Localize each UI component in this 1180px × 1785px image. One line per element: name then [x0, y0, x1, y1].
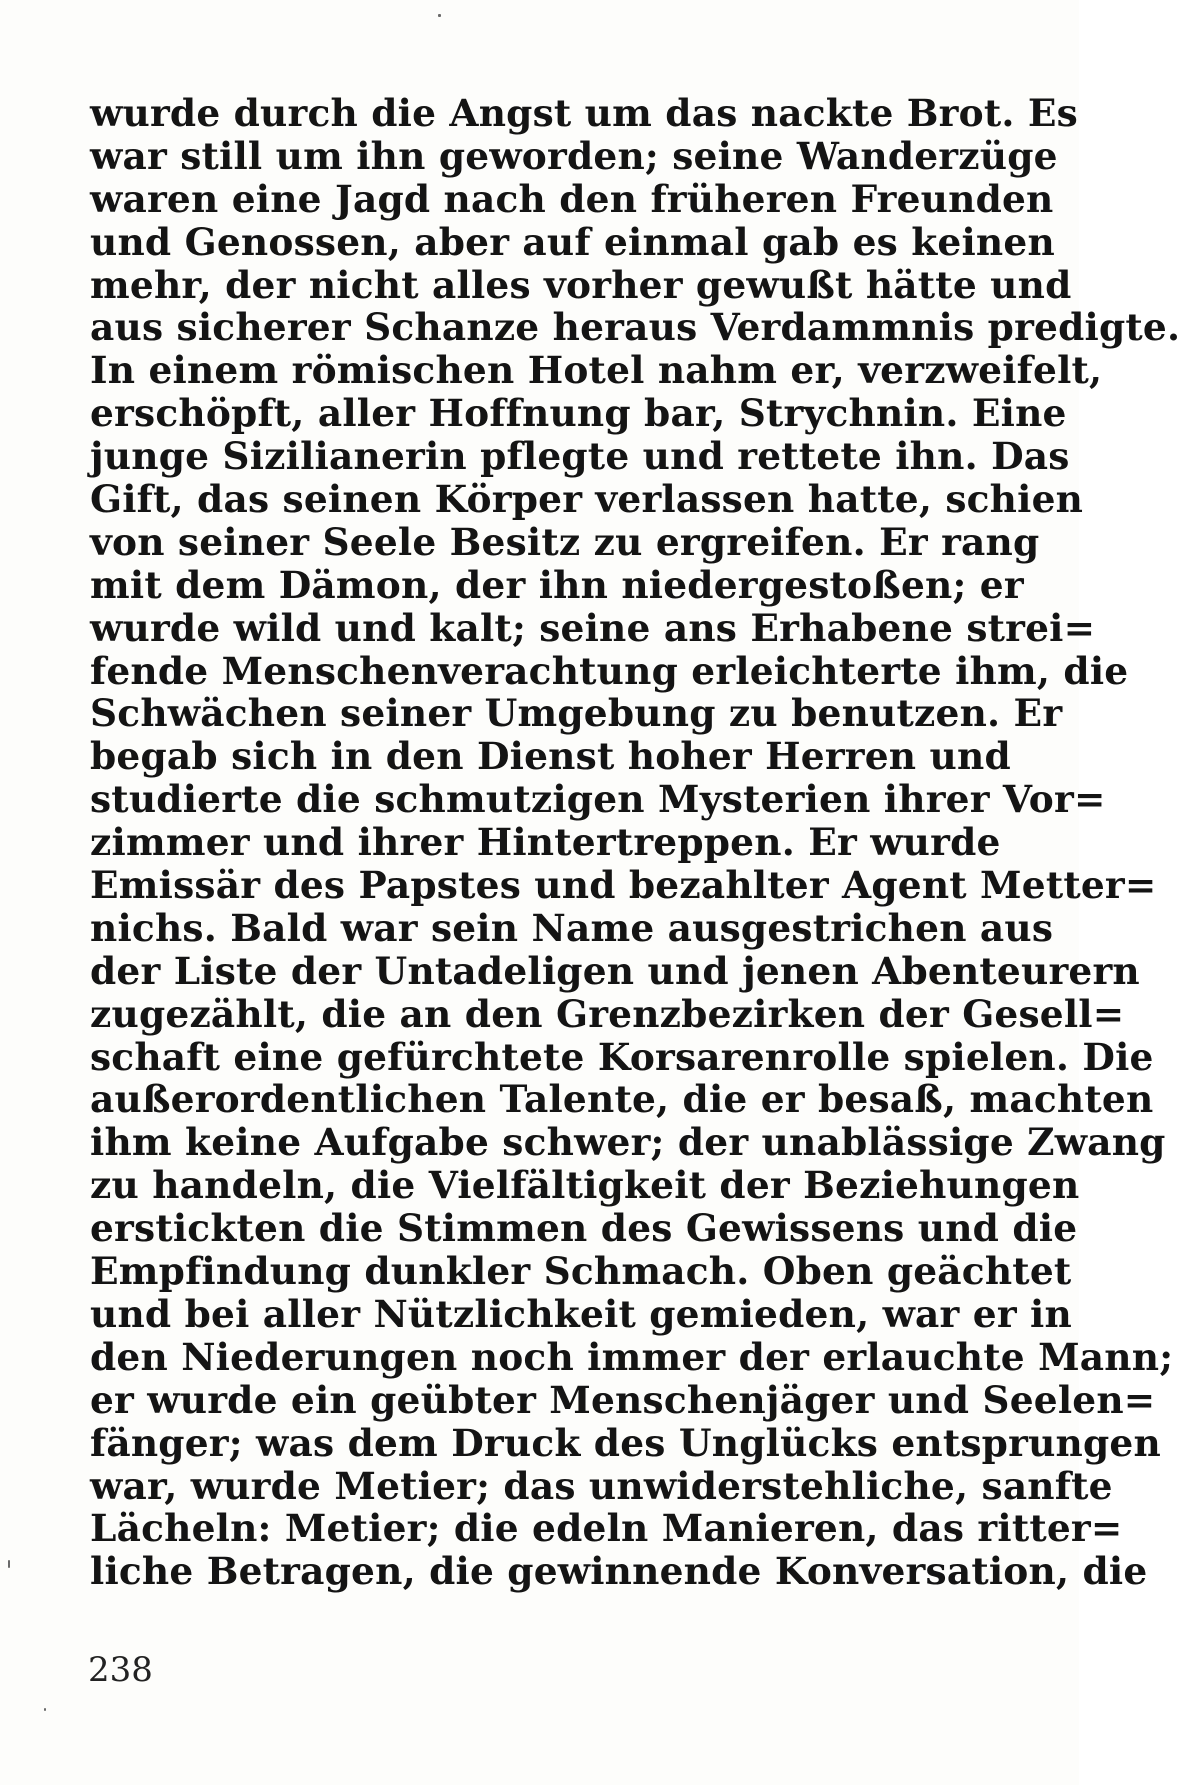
text-line: zugezählt, die an den Grenzbezirken der Gesell=	[90, 991, 1125, 1036]
text-line: zu handeln, die Vielfältigkeit der Beziehungen	[90, 1163, 1080, 1208]
text-line: schaft eine gefürchtete Korsarenrolle spielen. Die	[90, 1034, 1154, 1079]
text-line: liche Betragen, die gewinnende Konversation, die	[90, 1549, 1148, 1594]
text-line: nichs. Bald war sein Name ausgestrichen aus	[90, 905, 1054, 950]
text-line: erstickten die Stimmen des Gewissens und die	[90, 1206, 1078, 1251]
text-line: und Genossen, aber auf einmal gab es keinen	[90, 219, 1055, 264]
text-line: er wurde ein geübter Menschenjäger und Seelen=	[90, 1377, 1156, 1422]
text-line: außerordentlichen Talente, die er besaß, machten	[90, 1077, 1154, 1122]
text-line: zimmer und ihrer Hintertreppen. Er wurde	[90, 820, 1001, 865]
text-line: waren eine Jagd nach den früheren Freunden	[90, 176, 1054, 221]
text-line: studierte die schmutzigen Mysterien ihrer Vor=	[90, 777, 1106, 822]
text-line: Empfindung dunkler Schmach. Oben geächtet	[90, 1249, 1072, 1294]
text-line: mit dem Dämon, der ihn niedergestoßen; er	[90, 562, 1024, 607]
text-line: Schwächen seiner Umgebung zu benutzen. Er	[90, 691, 1063, 736]
text-line: von seiner Seele Besitz zu ergreifen. Er rang	[90, 519, 1040, 564]
text-line: wurde wild und kalt; seine ans Erhabene strei=	[90, 605, 1096, 650]
text-line: wurde durch die Angst um das nackte Brot. Es	[90, 91, 1078, 135]
print-speck	[438, 14, 441, 17]
text-line: fänger; was dem Druck des Unglücks entsprungen	[90, 1420, 1161, 1465]
text-line: fende Menschenverachtung erleichterte ihm, die	[90, 648, 1129, 693]
text-line: der Liste der Untadeligen und jenen Abenteurern	[90, 948, 1140, 993]
text-line: aus sicherer Schanze heraus Verdammnis predigte.	[90, 305, 1180, 350]
text-line: und bei aller Nützlichkeit gemieden, war er in	[90, 1291, 1072, 1336]
text-line: den Niederungen noch immer der erlauchte Mann;	[90, 1334, 1174, 1379]
text-line: Lächeln: Metier; die edeln Manieren, das ritter=	[90, 1506, 1123, 1551]
text-line: war still um ihn geworden; seine Wanderzüge	[90, 133, 1058, 178]
body-text	[90, 91, 1180, 1594]
text-line: erschöpft, aller Hoffnung bar, Strychnin. Eine	[90, 391, 1067, 436]
text-line: ihm keine Aufgabe schwer; der unablässige Zwang	[90, 1120, 1166, 1165]
text-line: junge Sizilianerin pflegte und rettete ihn. Das	[90, 434, 1070, 479]
page-number: 238	[88, 1650, 153, 1690]
print-speck	[44, 1708, 46, 1711]
text-line: In einem römischen Hotel nahm er, verzweifelt,	[90, 348, 1103, 393]
text-line: Emissär des Papstes und bezahlter Agent Metter=	[90, 863, 1157, 908]
text-line: begab sich in den Dienst hoher Herren und	[90, 734, 1011, 779]
text-line: mehr, der nicht alles vorher gewußt hätte und	[90, 262, 1072, 307]
text-line: war, wurde Metier; das unwiderstehliche, sanfte	[90, 1463, 1113, 1508]
print-speck	[8, 1560, 10, 1568]
text-line: Gift, das seinen Körper verlassen hatte, schien	[90, 477, 1084, 522]
